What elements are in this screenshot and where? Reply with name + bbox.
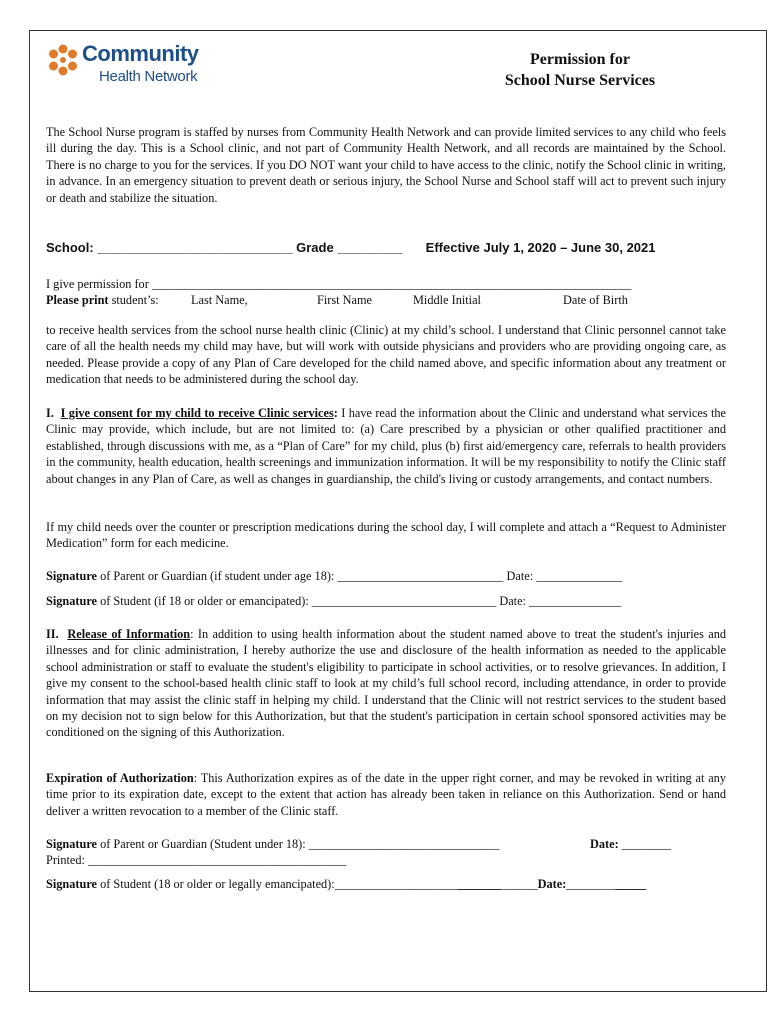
signature-label: Signature — [46, 594, 98, 608]
parent-signature-text: of Parent or Guardian (Student under 18): _______________________________ — [97, 837, 500, 851]
date-blank: ________ — [566, 877, 616, 891]
students-label: student’s: — [111, 293, 159, 307]
section1-number: I. — [46, 406, 54, 420]
student-signature-line-2[interactable] — [46, 876, 736, 892]
section1-heading: I give consent for my child to receive Clinic services — [60, 406, 334, 420]
first-name-label: First Name — [317, 293, 372, 307]
parent-date-field[interactable] — [590, 836, 671, 852]
date-blank: ________ — [618, 837, 671, 851]
date-label: Date: — [590, 837, 619, 851]
date-label: Date: — [537, 877, 567, 891]
give-permission-label: I give permission for — [46, 277, 149, 291]
expiration-heading: Expiration of Authorization — [46, 771, 194, 785]
printed-name-line[interactable] — [46, 852, 736, 868]
school-label: School: — [46, 240, 94, 255]
middle-initial-label: Middle Initial — [413, 293, 481, 307]
form-page — [29, 30, 767, 992]
section2-colon: : — [190, 627, 194, 641]
printed-name-field: __________________________________________ — [84, 853, 347, 867]
date-of-birth-label: Date of Birth — [563, 293, 628, 307]
signature-label: Signature — [46, 569, 98, 583]
school-field[interactable]: ___________________________ — [97, 240, 293, 255]
medication-paragraph: If my child needs over the counter or prescription medications during the school day, I will complete and attach a “Request to Administer Medication” form for each medicine. — [46, 520, 726, 551]
section-release-information — [46, 626, 726, 741]
receive-services-paragraph: to receive health services from the school nurse health clinic (Clinic) at my child’s school. I understand that Clinic personnel cannot take care of all the health needs my child may have, but will work with outside physicians and providers who are providing ongoing care, as needed. Please provide a copy of any Plan of Care developed for the child named above, and specific information about any treatment or medication that needs to be administered during the school day. — [46, 323, 726, 387]
section2-number: II. — [46, 627, 59, 641]
date-blank-bold: _____ — [615, 877, 647, 891]
grade-field[interactable]: _________ — [337, 240, 403, 255]
please-print-label: Please print — [46, 293, 109, 307]
parent-signature-line-1[interactable] — [46, 568, 736, 584]
flower-logo-icon — [46, 43, 80, 77]
title-line2: School Nurse Services — [504, 72, 656, 89]
permission-line — [46, 276, 736, 292]
grade-label: Grade — [296, 240, 334, 255]
community-health-network-logo — [46, 41, 216, 86]
student-name-field[interactable]: ______________________________________________________________________________ — [151, 277, 632, 291]
expiration-paragraph — [46, 770, 726, 819]
intro-paragraph: The School Nurse program is staffed by nurses from Community Health Network and can provide limited services to any child who feels ill during the day. This is a School clinic, and not part of Community Health Network, and all records are maintained by the School. There is no charge to you for the services. If you DO NOT want your child to have access to the clinic, notify the School clinic in writing, in advance. In an emergency situation to prevent death or serious injury, the School Nurse and School staff will act to prevent such injury or death and stabilize the situation. — [46, 125, 726, 205]
signature-label: Signature — [46, 877, 98, 891]
section-consent — [46, 405, 726, 487]
signature-blank-bold: _______ — [457, 877, 501, 891]
section2-heading: Release of Information — [67, 627, 191, 641]
student-signature-text: of Student (18 or older or legally emancipated):____________________ — [97, 877, 458, 891]
page-title — [460, 49, 700, 91]
section1-body: I have read the information about the Clinic and understand what services the Clinic may provide, which include, but are not limited to: (a) Care prescribed by a physician or other qualified practitioner and established, through discussions with me, as a “Plan of Care” for my child, plus (b) first aid/emergency care, referrals to health providers in the community, health education, health screenings and immunization information. It will be my responsibility to notify the Clinic staff about changes in any Plan of Care, as well as changes in guardianship, the child's living or custody arrangements, and contact numbers. — [46, 406, 727, 486]
student-signature-text: of Student (if 18 or older or emancipated): ______________________________ Date: _______________ — [97, 594, 622, 608]
title-line1: Permission for — [530, 51, 630, 68]
effective-dates: Effective July 1, 2020 – June 30, 2021 — [425, 240, 656, 255]
expiration-body: : This Authorization expires as of the date in the upper right corner, and may be revoked in writing at any time prior to its expiration date, except to the extent that action has already been taken in reliance on this Authorization. Send or hand deliver a written revocation to a member of the Clinic staff. — [46, 771, 726, 818]
parent-signature-text: of Parent or Guardian (if student under age 18): ___________________________ Date: ______________ — [97, 569, 623, 583]
logo-name-line2: Health Network — [99, 68, 198, 85]
signature-label: Signature — [46, 837, 98, 851]
logo-name-line1: Community — [82, 41, 199, 66]
printed-label: Printed: — [46, 853, 85, 867]
student-signature-line-1[interactable] — [46, 593, 736, 609]
print-instructions-line — [46, 292, 736, 308]
signature-blank-plain: ______ — [500, 877, 538, 891]
section2-body: In addition to using health information about the student named above to treat the student's injuries and illnesses and for clinic administration, I hereby authorize the use and disclosure of the health information as needed to the applicable school administration or staff to evaluate the student's eligibility to participate in school activities, or to resolve grievances. In addition, I give my consent to the school-based health clinic staff to look at my child’s full school record, including attendance, in order to provide information that may assist the clinic staff in helping my child. I understand that the Clinic will not restrict services to the student based on my decision not to sign below for this Authorization, but that the student's participation in certain school sponsored activities may be conditioned on the signing of this Authorization. — [46, 627, 727, 740]
last-name-label: Last Name, — [191, 293, 248, 307]
section1-colon: : — [333, 406, 338, 420]
school-grade-line — [46, 240, 655, 255]
parent-signature-line-2[interactable] — [46, 836, 736, 852]
